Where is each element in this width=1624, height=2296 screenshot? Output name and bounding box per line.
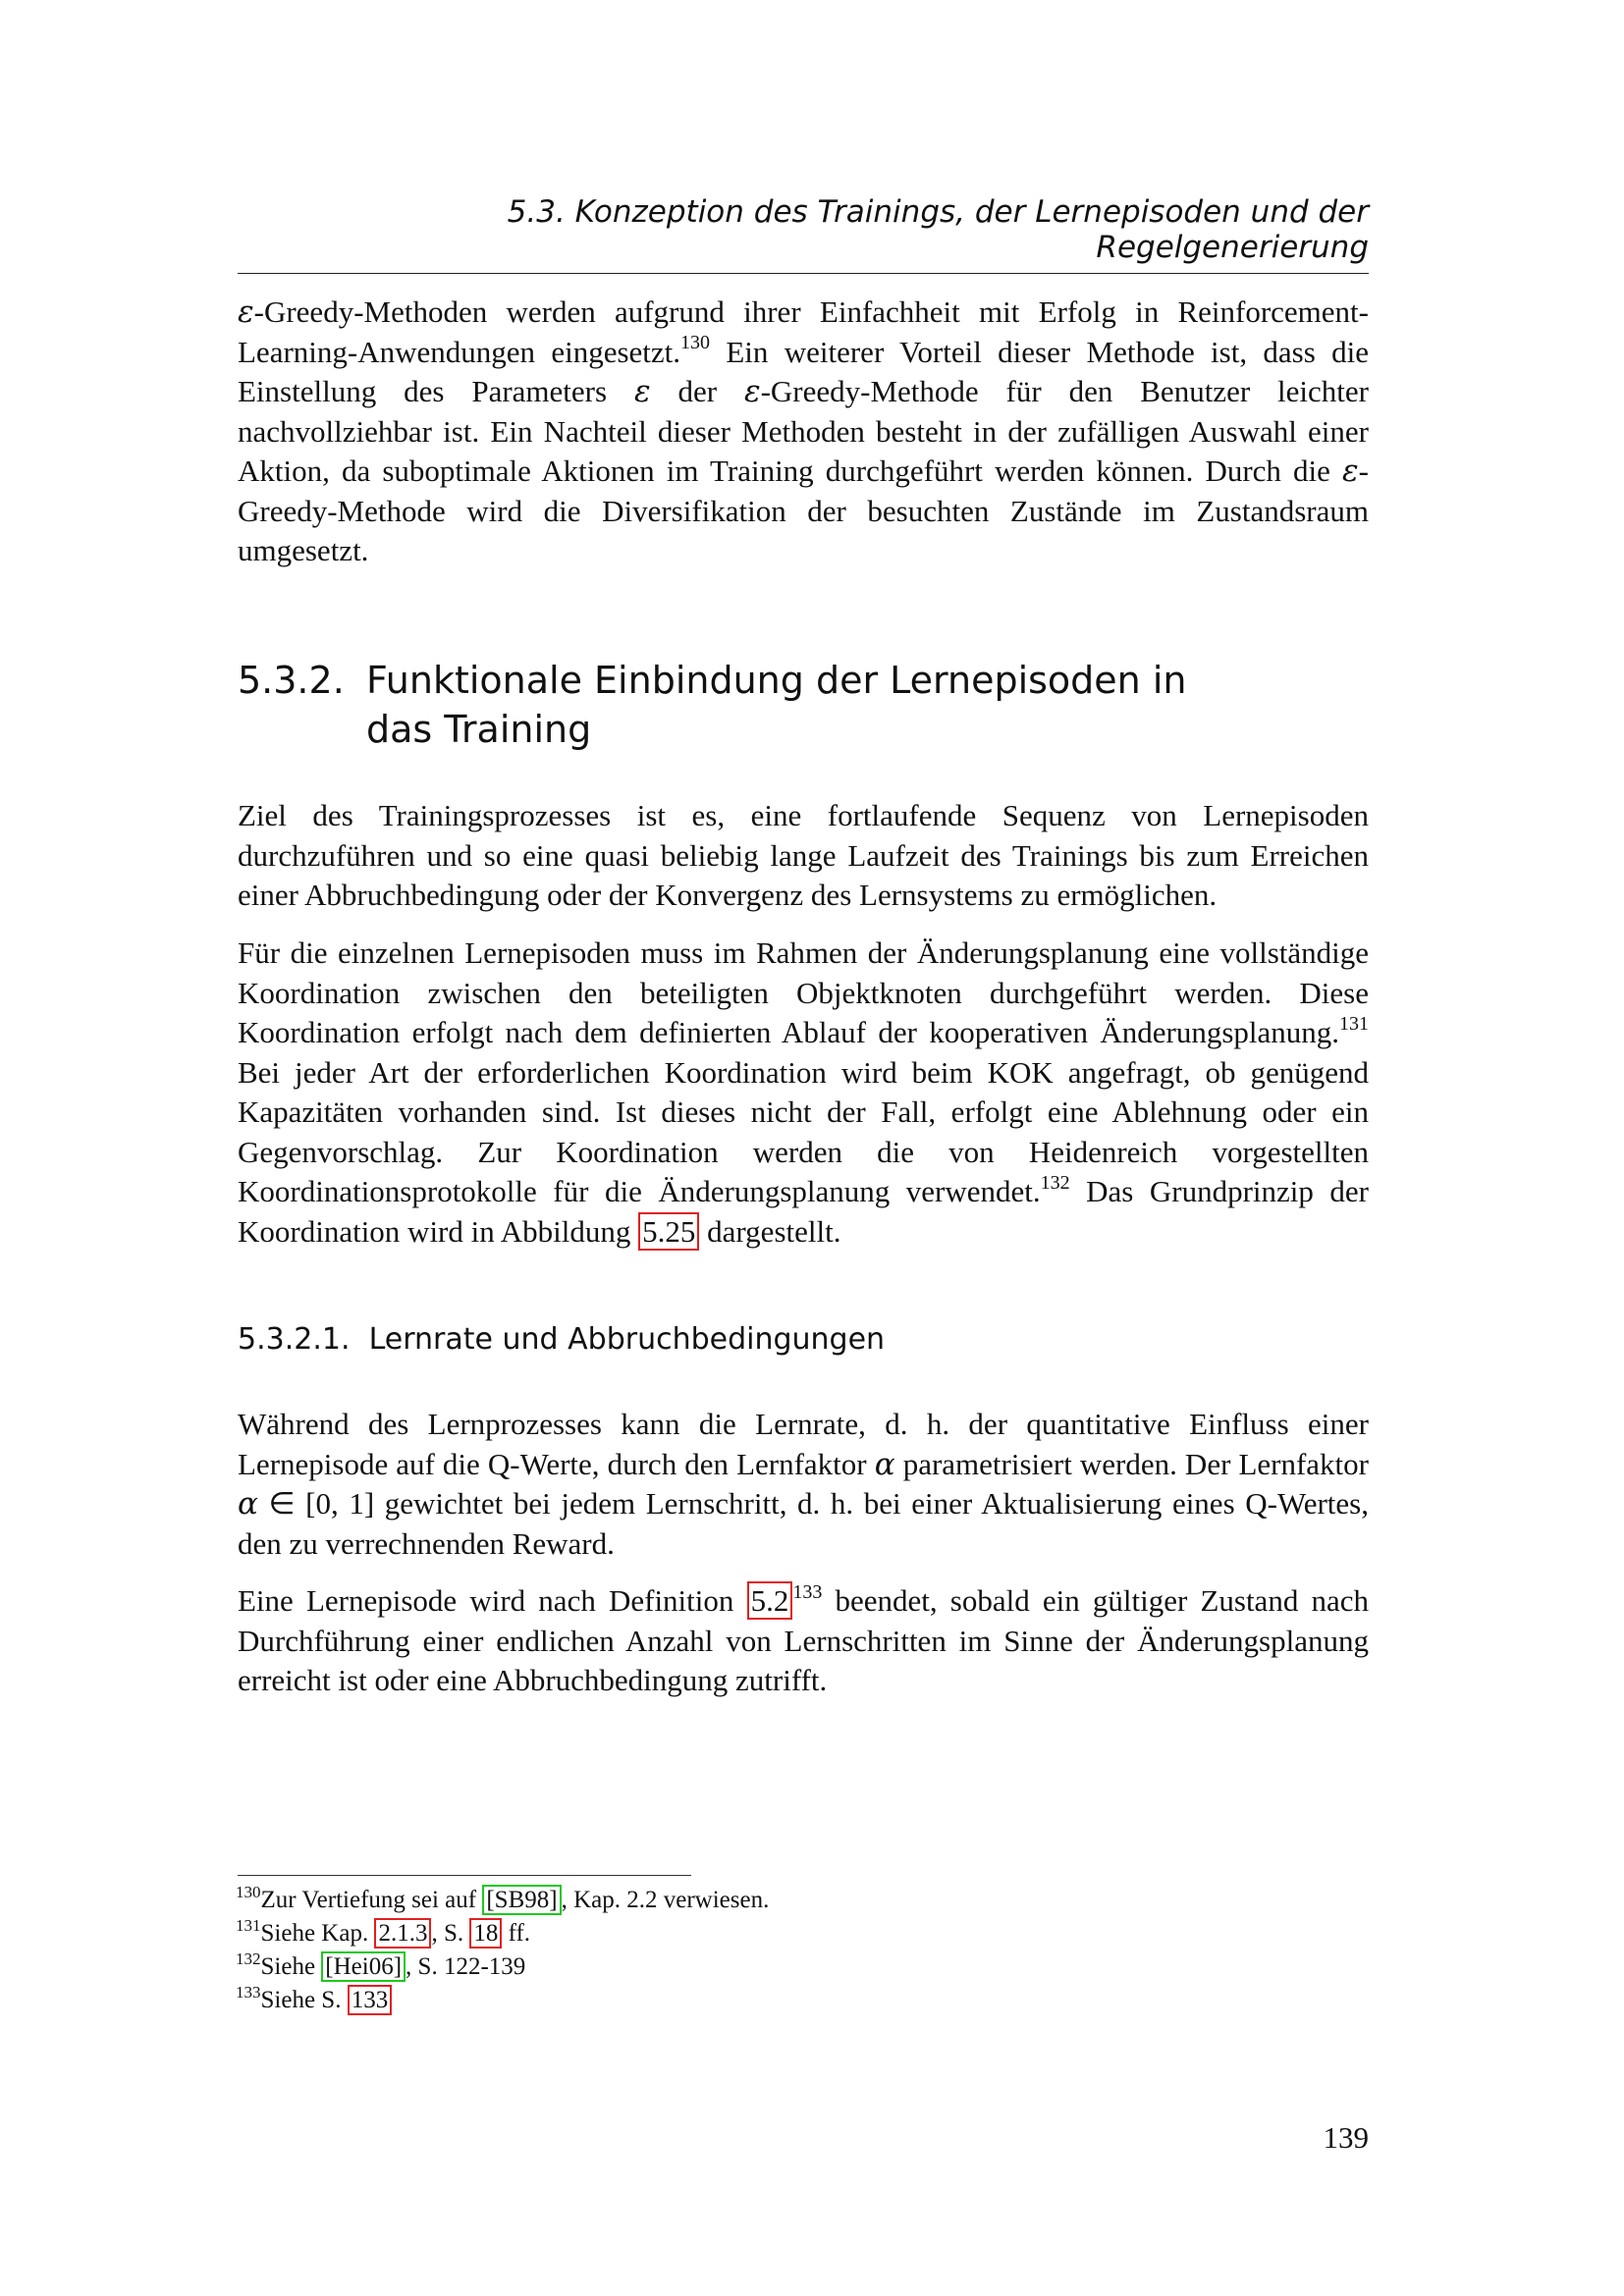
paragraph-episode-end [238, 1581, 1369, 1701]
text-run: gewichtet bei jedem Lernschritt, d. h. bei einer Aktualisierung eines Q-Wertes, den zu verrechnenden Reward. [238, 1486, 1369, 1561]
text-run: -Greedy-Methode für den Benutzer leichter nachvollziehbar ist. Ein Nachteil dieser Methoden besteht in der zufälligen Auswahl einer Aktion, da suboptimale Aktionen im Training durchgeführt werden können. Durch die [238, 374, 1369, 488]
footnote-number: 132 [236, 1949, 261, 1968]
footnote-text: Siehe S. [260, 1987, 348, 2013]
footnote-133 [236, 1984, 1119, 2017]
footnote-text: ff. [502, 1920, 531, 1947]
footnote-131 [236, 1917, 1119, 1950]
text-run: parametrisiert werden. Der Lernfaktor [894, 1446, 1369, 1481]
running-header: 5.3. Konzeption des Trainings, der Lernepisoden und der Regelgenerierung [238, 194, 1369, 274]
footnote-text: Siehe Kap. [260, 1920, 375, 1947]
subsection-number: 5.3.2.1. [238, 1322, 351, 1357]
paragraph-learning-rate [238, 1405, 1369, 1564]
text-run: Ein weiterer Vorteil dieser Methode ist, dass die Einstellung des Parameters [238, 334, 1369, 408]
footnote-marker-132[interactable]: 132 [1040, 1171, 1070, 1194]
footnote-divider [238, 1875, 691, 1876]
footnote-marker-133[interactable]: 133 [792, 1580, 823, 1603]
footnote-text: Zur Vertiefung sei auf [260, 1887, 483, 1913]
epsilon-symbol: ε [633, 374, 651, 409]
citation-link[interactable]: [Hei06] [321, 1951, 406, 1982]
text-run: Für die einzelnen Lernepisoden muss im Rahmen der Änderungsplanung eine vollständige Koordination zwischen den beteiligten Objektknoten durchgeführt werden. Diese Koordination erfolgt nach dem definierten Ablauf der kooperativen Änderungsplanung. [238, 935, 1369, 1049]
text-run: der [650, 374, 744, 408]
footnote-marker-131[interactable]: 131 [1339, 1012, 1369, 1035]
text-run: -Greedy-Methode wird die Diversifikation der besuchten Zustände im Zustandsraum umgesetzt. [238, 454, 1369, 567]
paragraph-coordination [238, 934, 1369, 1252]
figure-reference-link[interactable]: 5.25 [638, 1212, 699, 1251]
alpha-symbol: α [238, 1486, 258, 1522]
alpha-symbol: α [874, 1446, 895, 1482]
page-reference-link[interactable]: 133 [348, 1985, 393, 2015]
paragraph-epsilon-greedy [238, 293, 1369, 571]
footnote-text: , S. 122-139 [406, 1953, 526, 1980]
chapter-reference-link[interactable]: 2.1.3 [374, 1918, 431, 1949]
section-heading [238, 656, 1369, 754]
footnote-130 [236, 1884, 1119, 1917]
footnotes [236, 1884, 1119, 2017]
epsilon-symbol: ε [238, 294, 254, 330]
footnote-text: , Kap. 2.2 verwiesen. [561, 1887, 770, 1913]
citation-link[interactable]: [SB98] [482, 1885, 561, 1915]
epsilon-symbol: ε [743, 374, 761, 409]
footnote-text: , S. [431, 1920, 470, 1947]
page-number: 139 [1323, 2120, 1369, 2155]
footnote-132 [236, 1950, 1119, 1984]
footnote-number: 133 [236, 1982, 261, 2002]
text-run: Bei jeder Art der erforderlichen Koordination wird beim KOK angefragt, ob genügend Kapazitäten vorhanden sind. Ist dieses nicht der Fall, erfolgt eine Ablehnung oder ein Gegenvorschlag. Zur Koordination werden die von Heidenreich vorgestellten Koordinationsprotokolle für die Änderungsplanung verwendet. [238, 1054, 1369, 1208]
text-run: dargestellt. [699, 1213, 841, 1249]
section-title: Funktionale Einbindung der Lernepisoden in das Training [366, 659, 1187, 751]
text-run: Das Grundprinzip der Koordination wird in Abbildung [238, 1174, 1369, 1249]
text-run: -Greedy-Methoden werden aufgrund ihrer Einfachheit mit Erfolg in Reinforcement-Learning-Anwendungen eingesetzt. [238, 294, 1369, 369]
text-run: Während des Lernprozesses kann die Lernrate, d. h. der quantitative Einfluss einer Lernepisode auf die Q-Werte, durch den Lernfaktor [238, 1407, 1369, 1481]
interval-expression: ∈ [0, 1] [257, 1486, 375, 1521]
footnote-number: 130 [236, 1882, 261, 1901]
section-number: 5.3.2. [238, 659, 345, 702]
paragraph-training-goal: Ziel des Trainingsprozesses ist es, eine fortlaufende Sequenz von Lernepisoden durchzuführen und so eine quasi beliebig lange Laufzeit des Trainings bis zum Erreichen einer Abbruchbedingung oder der Konvergenz des Lernsystems zu ermöglichen. [238, 798, 1369, 912]
page-reference-link[interactable]: 18 [469, 1918, 502, 1949]
definition-reference-link[interactable]: 5.2 [747, 1581, 793, 1620]
footnote-text: Siehe [260, 1953, 322, 1980]
subsection-heading [238, 1320, 1369, 1360]
text-run: beendet, sobald ein gültiger Zustand nach Durchführung einer endlichen Anzahl von Lernschritten im Sinne der Änderungsplanung erreicht ist oder eine Abbruchbedingung zutrifft. [238, 1583, 1369, 1697]
subsection-title: Lernrate und Abbruchbedingungen [368, 1322, 886, 1357]
footnote-marker-130[interactable]: 130 [680, 332, 711, 354]
epsilon-symbol: ε [1342, 454, 1359, 489]
text-run: Eine Lernepisode wird nach Definition [238, 1583, 747, 1618]
footnote-number: 131 [236, 1915, 261, 1935]
